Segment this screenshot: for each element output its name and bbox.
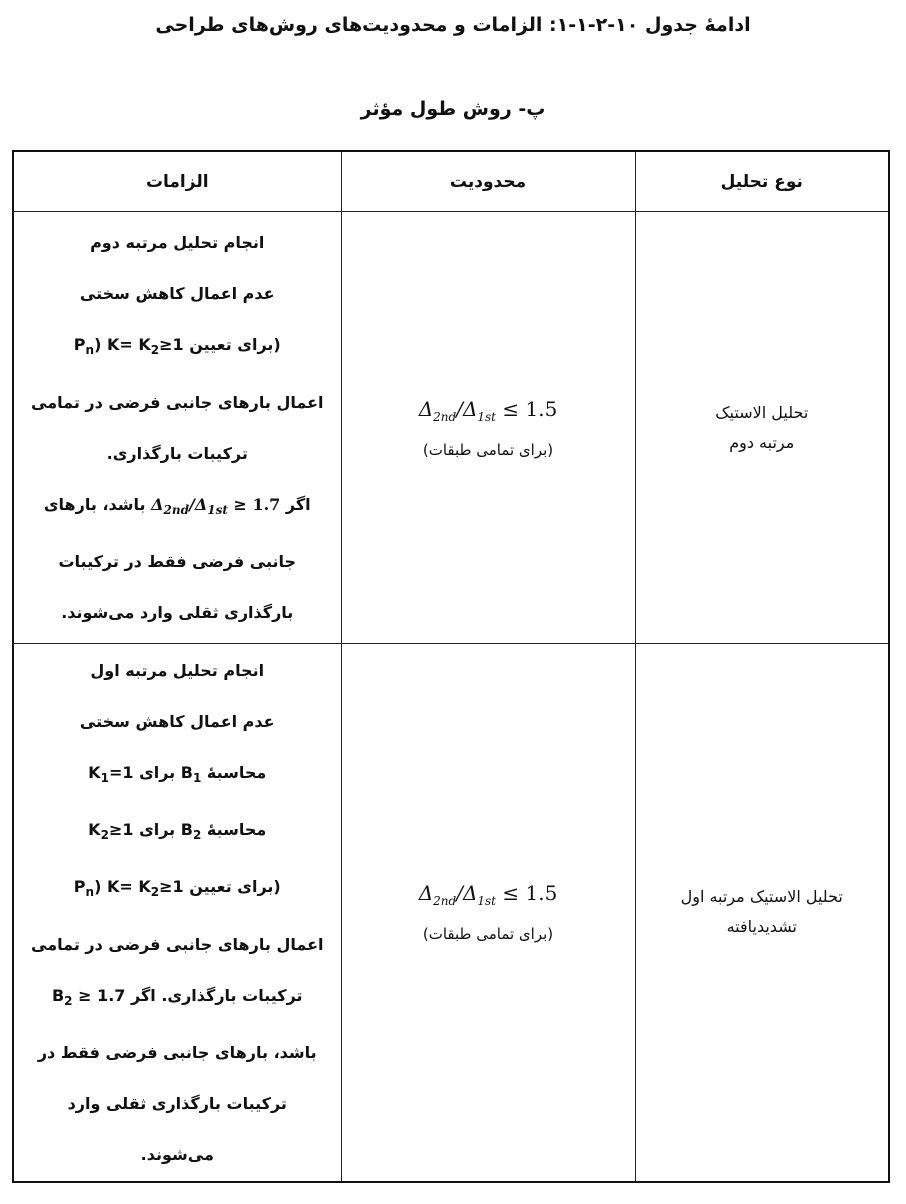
design-methods-table [12, 150, 890, 1183]
requirement-line: می‌شوند. [140, 1144, 214, 1164]
requirement-formula: $K= K_2\ge 1$ [106, 877, 184, 900]
requirement-formula: $P_n$) [73, 335, 102, 358]
requirement-text: (برای تعیین [189, 335, 281, 355]
analysis-type-line: تحلیل الاستیک مرتبه اول [680, 887, 843, 907]
cell-limitation [341, 644, 635, 1182]
cell-analysis-type [635, 644, 889, 1182]
requirement-line [15, 319, 340, 376]
limitation-note: (برای تمامی طبقات) [422, 440, 554, 459]
analysis-type-line: تشدیدیافته [726, 917, 797, 937]
cell-requirements [13, 644, 341, 1182]
requirement-formula: $B_2 \ge 1.7$ [51, 985, 126, 1008]
requirement-line: محاسبهٔ $B_1$ برای $K_1=1$ [88, 763, 267, 786]
requirement-line: عدم اعمال کاهش سختی [79, 284, 275, 304]
requirement-line: (برای تعیین $P_n$) $K= K_2\ge 1$ [73, 877, 281, 900]
header-analysis-type: نوع تحلیل [635, 151, 889, 212]
requirement-line: عدم اعمال کاهش سختی [79, 712, 275, 731]
cell-requirements [13, 212, 341, 644]
requirement-formula: $K_2\ge 1$ [88, 820, 134, 843]
analysis-type-line: مرتبه دوم [729, 432, 795, 452]
limitation-formula: $\Delta_{2nd}/\Delta_{1st} \le 1.5$ [418, 396, 558, 424]
cell-limitation [341, 212, 635, 644]
requirement-formula: $B_1$ [180, 763, 202, 786]
requirement-line: ترکیبات بارگذاری ثقلی وارد [67, 1093, 287, 1113]
requirement-formula: $B_2$ [180, 820, 202, 843]
requirement-line: ترکیبات بارگذاری. [106, 443, 248, 463]
requirement-line: ترکیبات بارگذاری. اگر $B_2 \ge 1.7$ [51, 985, 303, 1008]
requirement-line: محاسبهٔ $B_2$ برای $K_2\ge 1$ [88, 820, 267, 843]
requirement-line: اگر $\Delta_{2nd}/\Delta_{1st} \ge 1.7$ باشد، بارهای [43, 494, 311, 517]
requirement-formula: $P_n$) [73, 877, 102, 900]
analysis-type-line: تحلیل الاستیک [715, 402, 809, 422]
requirement-line: انجام تحلیل مرتبه اول [90, 661, 265, 680]
table-caption: ادامهٔ جدول ۱۰-۲-۱-۱: الزامات و محدودیت‌های روش‌های طراحی [155, 14, 751, 36]
requirement-line: اعمال بارهای جانبی فرضی در تمامی [31, 392, 324, 412]
table-row [13, 644, 889, 1182]
table-header-row [13, 151, 889, 212]
header-requirements: الزامات [13, 151, 341, 212]
cell-analysis-type [635, 212, 889, 644]
requirement-formula: $K= K_2\ge 1$ [106, 335, 184, 358]
requirement-line: بارگذاری ثقلی وارد می‌شوند. [61, 602, 294, 622]
requirement-line: انجام تحلیل مرتبه دوم [90, 233, 265, 253]
header-limitation: محدودیت [341, 151, 635, 212]
requirement-line: اعمال بارهای جانبی فرضی در تمامی [31, 934, 324, 954]
table-row [13, 212, 889, 644]
section-subtitle: پ- روش طول مؤثر [360, 98, 546, 120]
limitation-formula: $\Delta_{2nd}/\Delta_{1st} \le 1.5$ [418, 881, 558, 909]
requirement-line: جانبی فرضی فقط در ترکیبات [58, 551, 297, 571]
requirement-line: باشد، بارهای جانبی فرضی فقط در [37, 1042, 317, 1062]
requirement-formula: $\Delta_{2nd}/\Delta_{1st} \ge 1.7$ [151, 494, 281, 517]
limitation-note: (برای تمامی طبقات) [422, 925, 554, 944]
requirement-formula: $K_1=1$ [88, 763, 134, 786]
